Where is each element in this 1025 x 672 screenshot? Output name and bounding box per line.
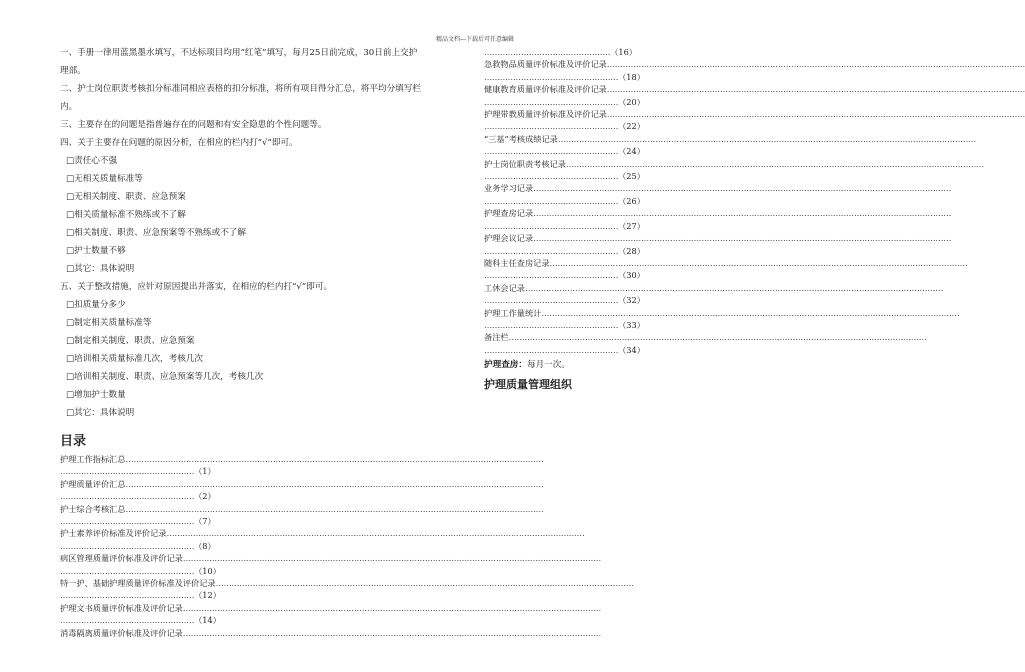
leader-dots: …………………………………………………………………………………………………………………………………………… xyxy=(533,233,952,244)
ward-round-note xyxy=(484,358,889,372)
toc-entry[interactable] xyxy=(60,627,601,639)
leader-dots: …………………………………………… xyxy=(60,565,195,576)
toc-entry[interactable] xyxy=(60,602,601,627)
toc-page: （28） xyxy=(618,245,645,256)
leader-dots: …………………………………………… xyxy=(484,146,619,157)
toc-page: （27） xyxy=(618,220,645,231)
toc-entry-label: 备注栏 xyxy=(484,332,509,343)
toc-entry[interactable] xyxy=(60,453,544,478)
toc-entry[interactable] xyxy=(484,83,1025,108)
toc-entry-label: 护理工作量统计 xyxy=(484,307,542,318)
leader-dots: …………………………………………………………………………………………………………………………………………… xyxy=(565,158,984,169)
toc-entry[interactable] xyxy=(484,232,952,257)
cause-option: □其它：具体说明 xyxy=(66,264,135,274)
measure-checklist xyxy=(60,296,465,422)
leader-dots: …………………………………………… xyxy=(484,71,619,82)
toc-entry[interactable] xyxy=(60,552,601,577)
leader-dots: …………………………………………… xyxy=(60,516,195,527)
cause-option: □无相关制度、职责、应急预案 xyxy=(66,192,186,202)
ward-round-label: 护理查房： xyxy=(484,360,527,371)
leader-dots: …………………………………………… xyxy=(484,245,619,256)
instruction-1-cont: 理部。 xyxy=(60,66,86,76)
toc-page: （22） xyxy=(618,121,645,132)
instruction-4: 四、关于主要存在问题的原因分析，在相应的栏内打“√”即可。 xyxy=(60,138,298,148)
leader-dots: …………………………………………………………………………………………………………………………………………… xyxy=(541,307,960,318)
leader-dots: …………………………………………………………………………………………………………………………………………… xyxy=(549,257,968,268)
instruction-3: 三、主要存在的问题是指普遍存在的问题和有安全隐患的个性问题等。 xyxy=(60,120,327,130)
leader-dots: …………………………………………………………………………………………………………………………………………… xyxy=(182,553,601,564)
toc-entry[interactable] xyxy=(484,158,984,183)
measure-option: □制定相关制度、职责、应急预案 xyxy=(66,336,195,346)
toc-entry[interactable] xyxy=(60,527,585,552)
toc-entry-label: 护理工作指标汇总 xyxy=(60,454,126,464)
toc-entry[interactable] xyxy=(484,133,976,158)
ward-round-text: 每月一次。 xyxy=(526,360,570,371)
leader-dots: …………………………………………… xyxy=(484,171,619,182)
leader-dots: …………………………………………………………………………………………………………………………………………… xyxy=(533,208,952,219)
leader-dots: …………………………………………………………………………………………………………………………………………… xyxy=(524,282,943,293)
toc-entry-label: 病区管理质量评价标准及评价记录 xyxy=(60,553,183,564)
toc-entry[interactable] xyxy=(484,257,968,282)
toc-page: （14） xyxy=(194,615,221,626)
toc-entry[interactable] xyxy=(60,478,544,503)
cause-checklist xyxy=(60,152,465,278)
toc-page: （30） xyxy=(618,270,645,281)
leader-dots: …………………………………………………………………………………………………………………………………………… xyxy=(557,133,976,144)
toc-entry-label: 护理会议记录 xyxy=(484,233,534,244)
leader-dots: …………………………………………………………………………………………………………………………………………… xyxy=(533,183,952,194)
measure-option: □培训相关质量标准几次，考核几次 xyxy=(66,354,204,364)
toc-page: （20） xyxy=(618,96,645,107)
toc-entry-label: 业务学习记录 xyxy=(484,183,534,194)
toc-entry-label: 健康教育质量评价标准及评价记录 xyxy=(484,84,607,95)
leader-dots: …………………………………………… xyxy=(484,344,619,355)
toc-left-list xyxy=(60,453,634,639)
toc-page: （8） xyxy=(194,540,216,551)
toc-entry-label: 工休会记录 xyxy=(484,282,525,293)
toc-entry-label: 护士素养评价标准及评价记录 xyxy=(60,528,167,539)
toc-entry-label: 护理带教质量评价标准及评价记录 xyxy=(484,109,607,120)
toc-entry[interactable] xyxy=(484,307,960,332)
instruction-2: 二、护士岗位职责考核扣分标准同相应表格的扣分标准，将所有项目得分汇总，将平均分填写栏 xyxy=(60,84,421,94)
cause-option: □无相关质量标准等 xyxy=(66,174,143,184)
leader-dots: ………………………………………… xyxy=(484,47,611,57)
toc-entry-label: 急救物品质量评价标准及评价记录 xyxy=(484,59,607,70)
leader-dots: …………………………………………………………………………………………………………………………………………… xyxy=(508,332,927,343)
leader-dots: …………………………………………………………………………………………………………………………………………… xyxy=(606,109,1025,120)
leader-dots: …………………………………………… xyxy=(60,615,195,626)
toc-page: （16） xyxy=(610,47,637,57)
toc-page: （26） xyxy=(618,195,645,206)
measure-option: □制定相关质量标准等 xyxy=(66,318,152,328)
right-column xyxy=(484,46,1025,392)
org-title: 护理质量管理组织 xyxy=(484,378,572,392)
toc-page: （18） xyxy=(618,71,645,82)
toc-page: （24） xyxy=(618,146,645,157)
leader-dots: …………………………………………… xyxy=(60,491,195,502)
toc-entry[interactable] xyxy=(60,577,634,602)
toc-page: （2） xyxy=(194,491,216,502)
leader-dots: …………………………………………… xyxy=(484,295,619,306)
instruction-5: 五、关于整改措施，应针对原因提出并落实，在相应的栏内打“√”即可。 xyxy=(60,282,333,292)
leader-dots: …………………………………………………………………………………………………………………………………………… xyxy=(606,59,1025,70)
measure-option: □培训相关制度、职责、应急预案等几次，考核几次 xyxy=(66,372,264,382)
leader-dots: …………………………………………………………………………………………………………………………………………… xyxy=(166,528,585,539)
leader-dots: …………………………………………………………………………………………………………………………………………… xyxy=(125,503,544,514)
leader-dots: …………………………………………… xyxy=(60,590,195,601)
toc-page: （34） xyxy=(618,344,645,355)
toc-entry-label: 护理文书质量评价标准及评价记录 xyxy=(60,602,183,613)
measure-option: □扣质量分多少 xyxy=(66,300,126,310)
toc-entry-label: 护理查房记录 xyxy=(484,208,534,219)
toc-page: （25） xyxy=(618,171,645,182)
leader-dots: …………………………………………………………………………………………………………………………………………… xyxy=(125,478,544,489)
cause-option: □护士数量不够 xyxy=(66,246,126,256)
toc-page: （7） xyxy=(194,516,216,527)
toc-page: （32） xyxy=(618,295,645,306)
toc-entry-label: 护理质量评价汇总 xyxy=(60,478,126,489)
leader-dots: …………………………………………… xyxy=(484,319,619,330)
leader-dots: …………………………………………………………………………………………………………………………………………… xyxy=(215,578,634,589)
toc-entry-label: 消毒隔离质量评价标准及评价记录 xyxy=(60,627,183,638)
instruction-1: 一、手册一律用蓝黑墨水填写，不达标项目均用“红笔”填写，每月25日前完成，30日前上交护 xyxy=(60,48,418,58)
leader-dots: …………………………………………… xyxy=(484,270,619,281)
toc-entry[interactable] xyxy=(60,503,544,528)
cause-option: □相关质量标准不熟练或不了解 xyxy=(66,210,186,220)
toc-page: （12） xyxy=(194,590,221,601)
cause-option: □责任心不强 xyxy=(66,156,118,166)
toc-entry-label: “三基”考核成绩记录 xyxy=(484,133,558,144)
leader-dots: …………………………………………… xyxy=(60,540,195,551)
toc-entry-label: 特一护、基础护理质量评价标准及评价记录 xyxy=(60,578,216,589)
toc-page: （33） xyxy=(618,319,645,330)
toc-entry[interactable] xyxy=(484,331,927,356)
leader-dots: …………………………………………………………………………………………………………………………………………… xyxy=(125,454,544,464)
toc-continued-entry xyxy=(484,46,889,58)
leader-dots: …………………………………………… xyxy=(484,121,619,132)
toc-title: 目录 xyxy=(60,434,87,449)
measure-option: □其它：具体说明 xyxy=(66,408,135,418)
leader-dots: …………………………………………… xyxy=(484,220,619,231)
leader-dots: …………………………………………… xyxy=(60,466,195,477)
cause-option: □相关制度、职责、应急预案等不熟练或不了解 xyxy=(66,228,246,238)
toc-entry[interactable] xyxy=(484,58,1025,83)
leader-dots: …………………………………………………………………………………………………………………………………………… xyxy=(182,602,601,613)
toc-right-list xyxy=(484,58,1025,356)
leader-dots: …………………………………………… xyxy=(484,96,619,107)
header-note: 精品文档---下载后可任意编辑 xyxy=(435,36,515,43)
toc-entry[interactable] xyxy=(484,207,952,232)
instruction-2-cont: 内。 xyxy=(60,102,78,112)
toc-page: （1） xyxy=(194,466,216,477)
toc-entry-label: 随科主任查房记录 xyxy=(484,257,550,268)
toc-page: （10） xyxy=(194,565,221,576)
leader-dots: …………………………………………………………………………………………………………………………………………… xyxy=(606,84,1025,95)
toc-entry-label: 护士综合考核汇总 xyxy=(60,503,126,514)
toc-entry-label: 护士岗位职责考核记录 xyxy=(484,158,566,169)
toc-entry[interactable] xyxy=(484,108,1025,133)
leader-dots: …………………………………………………………………………………………………………………………………………… xyxy=(182,627,601,638)
leader-dots: …………………………………………… xyxy=(484,195,619,206)
toc-entry[interactable] xyxy=(484,282,943,307)
measure-option: □增加护士数量 xyxy=(66,390,126,400)
toc-entry[interactable] xyxy=(484,182,952,207)
